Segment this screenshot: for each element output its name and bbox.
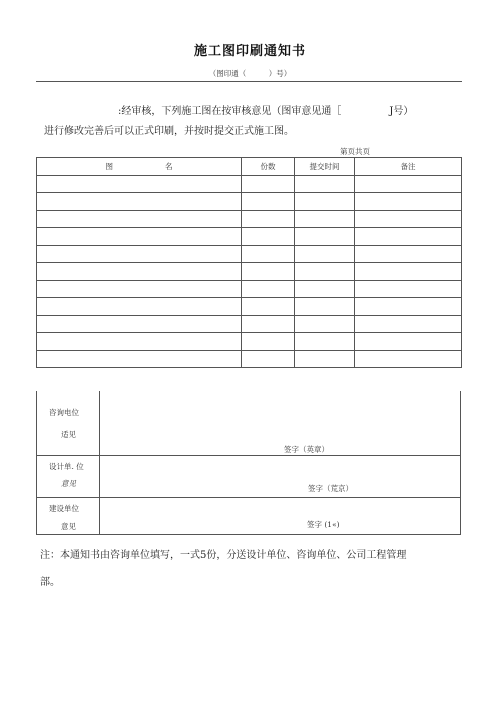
table-cell-name xyxy=(37,350,242,368)
column-header-copies: 份数 xyxy=(242,158,295,176)
table-row xyxy=(37,280,462,298)
intro-line-2: 进行修改完善后可以正式印刷，并按时提交正式施工图。 xyxy=(44,126,294,137)
table-header-row xyxy=(37,158,462,176)
table-row xyxy=(37,333,462,351)
table-row xyxy=(37,175,462,193)
table-row xyxy=(37,350,462,368)
notice-number: （图印通（ ）号） xyxy=(208,69,292,78)
table-cell-name xyxy=(37,193,242,211)
table-cell-copies xyxy=(242,315,295,333)
table-cell-remarks xyxy=(355,315,462,333)
opinion-label-line-2: 意见 xyxy=(61,522,76,531)
table-row xyxy=(37,298,462,316)
table-row xyxy=(37,315,462,333)
column-header-remarks: 备注 xyxy=(355,158,462,176)
table-cell-remarks xyxy=(355,210,462,228)
signature-line: 签字（荒京） xyxy=(308,484,353,493)
document-title: 施工图印刷通知书 xyxy=(193,44,306,59)
opinion-label-line-2: 意见 xyxy=(61,479,76,488)
table-cell-remarks xyxy=(355,298,462,316)
table-cell-name xyxy=(37,263,242,281)
table-cell-copies xyxy=(242,175,295,193)
table-cell-copies xyxy=(242,298,295,316)
table-cell-copies xyxy=(242,333,295,351)
table-cell-copies xyxy=(242,350,295,368)
header-name-char-2: 名 xyxy=(165,161,173,171)
table-cell-remarks xyxy=(355,228,462,246)
opinion-label-line-1: 建设单位 xyxy=(49,504,79,513)
table-row xyxy=(37,263,462,281)
table-cell-submit-time xyxy=(295,333,355,351)
footnote-line-1: 注：本通知书由咨询单位填写，一式5份，分送设计单位、咨询单位、公司工程管理 xyxy=(40,550,407,561)
table-cell-name xyxy=(37,228,242,246)
table-cell-copies xyxy=(242,280,295,298)
opinion-label-cell xyxy=(37,456,100,497)
table-cell-name xyxy=(37,245,242,263)
table-cell-remarks xyxy=(355,263,462,281)
table-cell-submit-time xyxy=(295,245,355,263)
table-cell-name xyxy=(37,333,242,351)
intro-text-b: J号） xyxy=(389,106,414,117)
table-cell-name xyxy=(37,175,242,193)
table-cell-submit-time xyxy=(295,228,355,246)
table-cell-remarks xyxy=(355,280,462,298)
table-cell-name xyxy=(37,298,242,316)
table-cell-submit-time xyxy=(295,193,355,211)
table-cell-submit-time xyxy=(295,298,355,316)
header-name-char-1: 图 xyxy=(105,161,113,171)
table-cell-submit-time xyxy=(295,315,355,333)
column-header-submit-time: 提交时间 xyxy=(295,158,355,176)
opinion-label-line-1: 设计单. 位 xyxy=(49,462,84,471)
table-cell-submit-time xyxy=(295,175,355,193)
opinion-label-cell xyxy=(37,391,100,455)
design-unit-opinion xyxy=(36,456,461,498)
table-cell-remarks xyxy=(355,350,462,368)
table-cell-name xyxy=(37,315,242,333)
construction-unit-opinion xyxy=(36,498,461,535)
table-row xyxy=(37,193,462,211)
table-cell-copies xyxy=(242,263,295,281)
table-row xyxy=(37,228,462,246)
opinion-label-line-1: 咨询电位 xyxy=(49,408,79,417)
table-cell-copies xyxy=(242,193,295,211)
table-cell-submit-time xyxy=(295,280,355,298)
table-cell-name xyxy=(37,280,242,298)
table-cell-submit-time xyxy=(295,350,355,368)
page-count: 第页共页 xyxy=(340,147,370,156)
drawing-list-table xyxy=(36,157,462,368)
signature-line: 签字 (1«) xyxy=(307,520,340,529)
table-cell-copies xyxy=(242,210,295,228)
intro-line-1 xyxy=(118,102,413,117)
header-divider xyxy=(36,81,462,82)
table-cell-copies xyxy=(242,228,295,246)
signature-line: 签字（英章） xyxy=(284,445,329,454)
table-row xyxy=(37,210,462,228)
table-cell-copies xyxy=(242,245,295,263)
table-cell-name xyxy=(37,210,242,228)
consulting-unit-opinion xyxy=(36,391,461,456)
table-cell-submit-time xyxy=(295,210,355,228)
table-cell-submit-time xyxy=(295,263,355,281)
table-cell-remarks xyxy=(355,245,462,263)
opinion-label-cell xyxy=(37,498,100,534)
table-cell-remarks xyxy=(355,333,462,351)
table-cell-remarks xyxy=(355,175,462,193)
table-cell-remarks xyxy=(355,193,462,211)
table-row xyxy=(37,245,462,263)
intro-text-a: :经审核，下列施工图在按审核意见（图审意见通［ xyxy=(118,106,342,117)
opinion-label-line-2: 适见 xyxy=(61,430,76,439)
column-header-drawing-name xyxy=(37,158,242,176)
footnote-line-2: 部。 xyxy=(40,577,60,588)
